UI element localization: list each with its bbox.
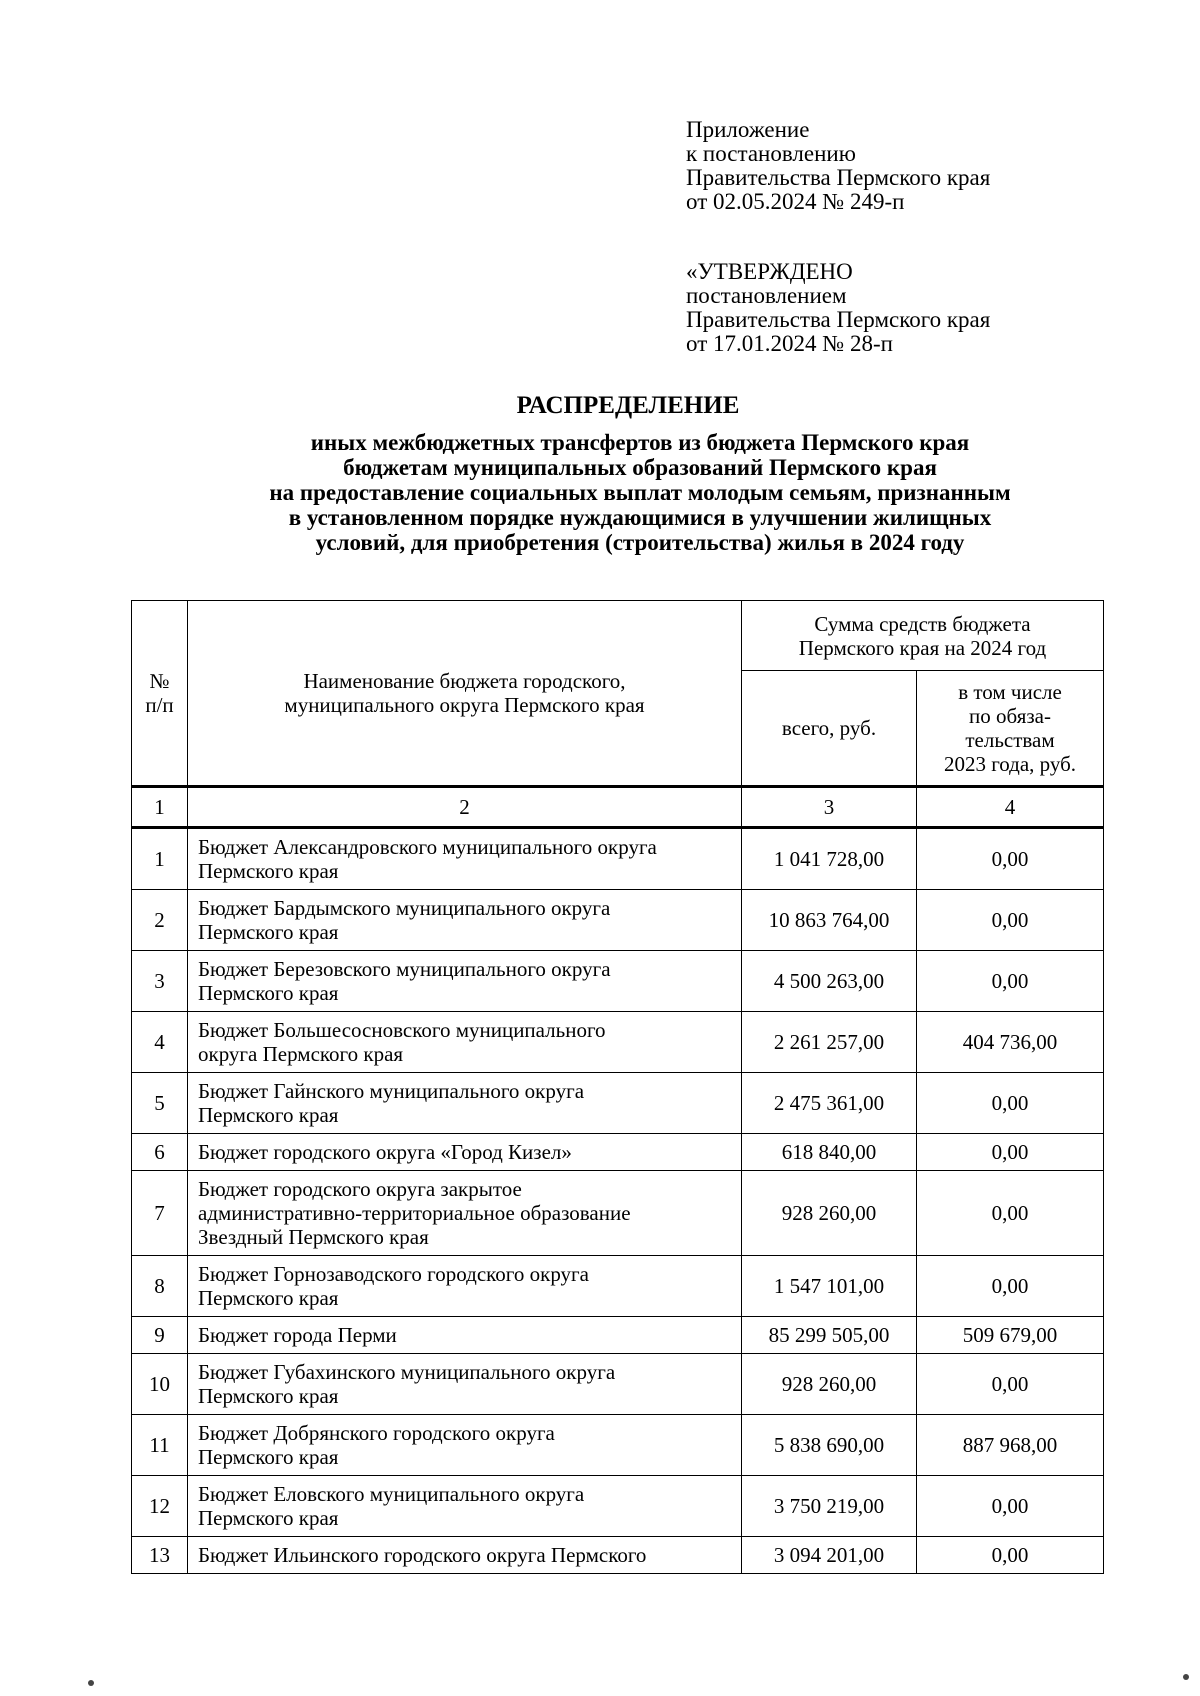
row-budget-name-line: Пермского края <box>198 1445 339 1469</box>
column-number: 4 <box>917 787 1104 828</box>
row-total: 85 299 505,00 <box>742 1317 917 1354</box>
row-budget-name-line: Бюджет Губахинского муниципального округа <box>198 1360 616 1384</box>
table-row <box>132 1317 1104 1354</box>
row-total: 2 475 361,00 <box>742 1073 917 1134</box>
row-number: 9 <box>132 1317 188 1354</box>
row-number: 3 <box>132 951 188 1012</box>
row-budget-name-line: Пермского края <box>198 1286 339 1310</box>
row-budget-name-line: Звездный Пермского края <box>198 1225 429 1249</box>
subtitle-line: бюджетам муниципальных образований Пермского края <box>343 455 937 480</box>
row-budget-name-line: Бюджет Бардымского муниципального округа <box>198 896 611 920</box>
appendix-line: к постановлению <box>686 141 856 166</box>
row-budget-name <box>188 890 742 951</box>
row-budget-name-line: Бюджет Ильинского городского округа Пермского <box>198 1543 647 1567</box>
header-sum-line: Сумма средств бюджета <box>814 611 1031 636</box>
row-number: 6 <box>132 1134 188 1171</box>
table-row <box>132 1476 1104 1537</box>
table-row <box>132 1354 1104 1415</box>
appendix-block <box>686 118 990 214</box>
header-budget-name-line: муниципального округа Пермского края <box>284 693 645 717</box>
approval-block <box>686 260 990 356</box>
table-row <box>132 1171 1104 1256</box>
row-budget-name-line: Бюджет Добрянского городского округа <box>198 1421 555 1445</box>
scan-speck-mark <box>1183 1674 1189 1680</box>
approval-line: Правительства Пермского края <box>686 307 991 332</box>
row-budget-name <box>188 1012 742 1073</box>
row-budget-name-line: Пермского края <box>198 920 339 944</box>
subtitle-line: иных межбюджетных трансфертов из бюджета Пермского края <box>310 430 970 455</box>
row-number: 7 <box>132 1171 188 1256</box>
header-budget-name <box>188 601 742 787</box>
approval-line: «УТВЕРЖДЕНО <box>686 259 853 284</box>
row-budget-name-line: Бюджет городского округа закрытое <box>198 1177 522 1201</box>
row-budget-name-line: Пермского края <box>198 1103 339 1127</box>
column-number: 3 <box>742 787 917 828</box>
row-number: 2 <box>132 890 188 951</box>
row-number: 13 <box>132 1537 188 1574</box>
row-including: 0,00 <box>917 1537 1104 1574</box>
row-total: 3 750 219,00 <box>742 1476 917 1537</box>
row-including: 509 679,00 <box>917 1317 1104 1354</box>
row-budget-name-line: Бюджет Горнозаводского городского округа <box>198 1262 589 1286</box>
table-row <box>132 890 1104 951</box>
header-including-line: 2023 года, руб. <box>943 752 1077 776</box>
row-number: 5 <box>132 1073 188 1134</box>
row-budget-name <box>188 1256 742 1317</box>
subtitle-line: условий, для приобретения (строительства) жилья в 2024 году <box>315 530 965 555</box>
row-total: 1 547 101,00 <box>742 1256 917 1317</box>
table-row <box>132 1073 1104 1134</box>
row-budget-name <box>188 1415 742 1476</box>
appendix-line: Приложение <box>686 117 810 142</box>
row-total: 4 500 263,00 <box>742 951 917 1012</box>
approval-line: от 17.01.2024 № 28-п <box>686 331 893 356</box>
row-budget-name <box>188 1073 742 1134</box>
row-number: 10 <box>132 1354 188 1415</box>
row-total: 928 260,00 <box>742 1354 917 1415</box>
row-including: 0,00 <box>917 1476 1104 1537</box>
row-total: 1 041 728,00 <box>742 828 917 890</box>
approval-line: постановлением <box>686 283 847 308</box>
table-row <box>132 1537 1104 1574</box>
row-budget-name-line: административно-территориальное образование <box>198 1201 631 1225</box>
header-including-line: тельствам <box>965 728 1055 752</box>
row-budget-name <box>188 951 742 1012</box>
scan-speck-mark <box>88 1680 94 1686</box>
header-budget-name-line: Наименование бюджета городского, <box>303 669 626 693</box>
appendix-line: Правительства Пермского края <box>686 165 991 190</box>
row-including: 0,00 <box>917 1134 1104 1171</box>
row-budget-name-line: Бюджет города Перми <box>198 1323 397 1347</box>
row-total: 5 838 690,00 <box>742 1415 917 1476</box>
row-total: 10 863 764,00 <box>742 890 917 951</box>
row-number: 1 <box>132 828 188 890</box>
table-row <box>132 951 1104 1012</box>
row-including: 0,00 <box>917 1073 1104 1134</box>
document-subtitle <box>150 430 1130 555</box>
row-including: 0,00 <box>917 1256 1104 1317</box>
row-number: 11 <box>132 1415 188 1476</box>
row-total: 928 260,00 <box>742 1171 917 1256</box>
table-row <box>132 1012 1104 1073</box>
row-budget-name <box>188 1317 742 1354</box>
row-total: 618 840,00 <box>742 1134 917 1171</box>
row-budget-name <box>188 1537 742 1574</box>
row-including: 0,00 <box>917 951 1104 1012</box>
column-number: 1 <box>132 787 188 828</box>
row-budget-name-line: Бюджет Березовского муниципального округа <box>198 957 611 981</box>
table-row <box>132 1415 1104 1476</box>
row-budget-name-line: Бюджет Большесосновского муниципального <box>198 1018 606 1042</box>
row-including: 887 968,00 <box>917 1415 1104 1476</box>
distribution-table <box>131 600 1104 1574</box>
row-budget-name <box>188 828 742 890</box>
row-budget-name-line: Бюджет Гайнского муниципального округа <box>198 1079 585 1103</box>
row-budget-name <box>188 1476 742 1537</box>
appendix-line: от 02.05.2024 № 249-п <box>686 189 905 214</box>
header-sum-line: Пермского края на 2024 год <box>798 635 1047 660</box>
row-number: 8 <box>132 1256 188 1317</box>
row-number: 4 <box>132 1012 188 1073</box>
row-including: 0,00 <box>917 1354 1104 1415</box>
header-sum <box>742 601 1104 671</box>
header-number: № п/п <box>132 601 188 787</box>
row-total: 3 094 201,00 <box>742 1537 917 1574</box>
row-budget-name-line: округа Пермского края <box>198 1042 404 1066</box>
row-including: 0,00 <box>917 1171 1104 1256</box>
row-budget-name-line: Бюджет Еловского муниципального округа <box>198 1482 585 1506</box>
subtitle-line: в установленном порядке нуждающимися в улучшении жилищных <box>288 505 992 530</box>
row-budget-name-line: Пермского края <box>198 1384 339 1408</box>
row-budget-name-line: Бюджет городского округа «Город Кизел» <box>198 1140 572 1164</box>
header-including-line: по обяза- <box>969 704 1051 728</box>
table-row <box>132 828 1104 890</box>
row-including: 0,00 <box>917 828 1104 890</box>
table-row <box>132 1256 1104 1317</box>
row-including: 404 736,00 <box>917 1012 1104 1073</box>
row-total: 2 261 257,00 <box>742 1012 917 1073</box>
column-number-row <box>132 787 1104 828</box>
row-budget-name-line: Пермского края <box>198 981 339 1005</box>
document-title: РАСПРЕДЕЛЕНИЕ <box>516 392 740 419</box>
table-row <box>132 1134 1104 1171</box>
header-including <box>917 671 1104 787</box>
row-including: 0,00 <box>917 890 1104 951</box>
row-budget-name <box>188 1134 742 1171</box>
row-budget-name-line: Бюджет Александровского муниципального округа <box>198 835 657 859</box>
header-total: всего, руб. <box>742 671 917 787</box>
column-number: 2 <box>188 787 742 828</box>
row-budget-name <box>188 1171 742 1256</box>
row-budget-name <box>188 1354 742 1415</box>
row-budget-name-line: Пермского края <box>198 1506 339 1530</box>
row-budget-name-line: Пермского края <box>198 859 339 883</box>
row-number: 12 <box>132 1476 188 1537</box>
header-including-line: в том числе <box>958 680 1062 704</box>
subtitle-line: на предоставление социальных выплат молодым семьям, признанным <box>269 480 1011 505</box>
